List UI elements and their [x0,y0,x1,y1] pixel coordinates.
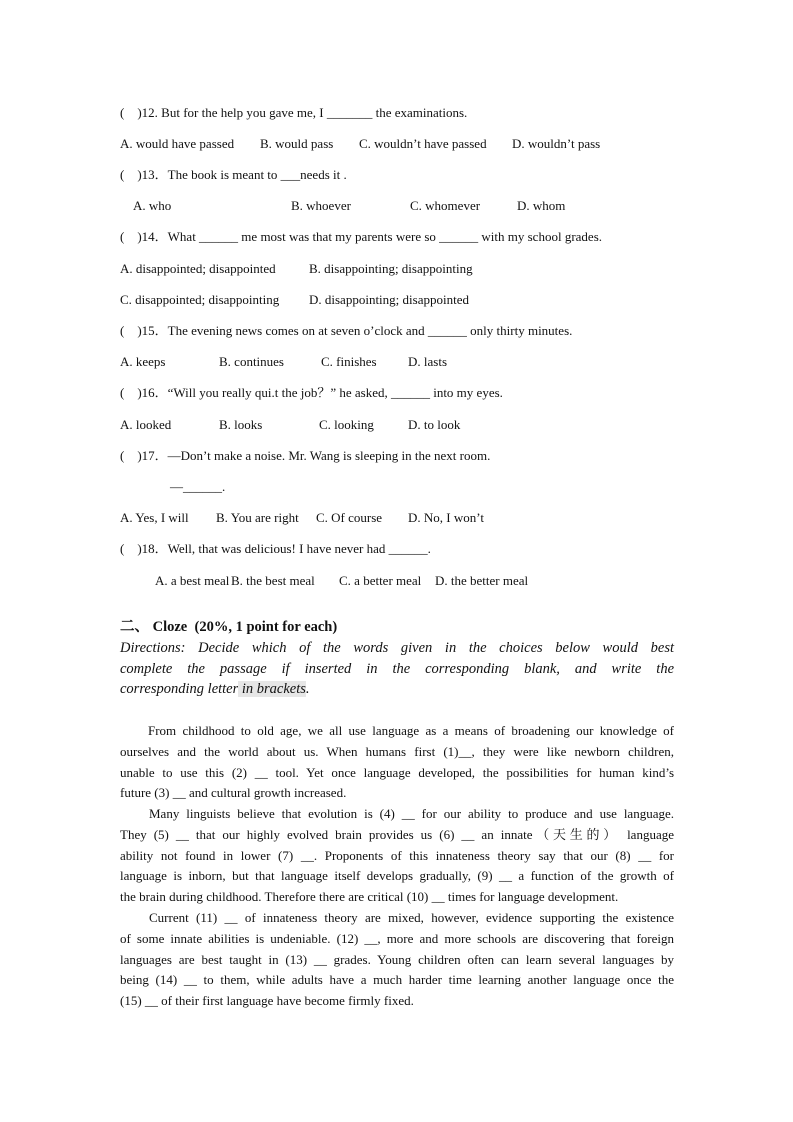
q13-option-d: D. whom [517,198,566,213]
q14-option-b: B. disappointing; disappointing [309,261,473,276]
directions-end: . [305,681,310,697]
passage-line: future (3) __ and cultural growth increased. [120,785,347,801]
passage-line: languages are best taught in (13) __ grades. Young children often can learn several languages by [120,951,674,967]
q17-option-a: A. Yes, I will [120,510,189,525]
q17-option-b: B. You are right [216,510,299,525]
q18-option-c: C. a better meal [339,573,422,588]
passage-line: Many linguists believe that evolution is (4) __ for our ability to produce and use language. [149,806,674,821]
passage-line: ourselves and the world about us. When humans first (1)__, they were like newborn children, [120,743,674,759]
passage-line: of some innate abilities is undeniable. (12) __, more and more schools are discovering that foreign [120,930,674,946]
passage-line: ability not found in lower (7) __. Proponents of this innateness theory say that our (8) __ for [120,847,674,863]
directions-line-1: Directions: Decide which of the words given in the choices below would best [120,640,674,656]
q16-option-a: A. looked [120,417,172,432]
passage-line: the brain during childhood. Therefore there are critical (10) __ times for language development. [120,889,619,905]
passage-line: unable to use this (2) __ tool. Yet once language developed, the possibilities for human kind’s [120,764,674,780]
q13-option-b: B. whoever [291,198,351,213]
passage-paragraph-2 [120,804,674,908]
q16-option-b: B. looks [219,417,263,432]
passage-line: From childhood to old age, we all use language as a means of broadening our knowledge of [148,723,674,738]
q13-option-c: C. whomever [410,198,481,213]
q12-option-c: C. wouldn’t have passed [359,136,487,151]
q14-option-d: D. disappointing; disappointed [309,292,469,307]
q16-option-c: C. looking [319,417,374,432]
passage-line: Current (11) __ of innateness theory are mixed, however, evidence supporting the existence [149,910,674,925]
q18-option-b: B. the best meal [231,573,315,588]
q12-option-a: A. would have passed [120,136,235,151]
q18-option-d: D. the better meal [435,573,529,588]
q13-option-a: A. who [133,198,172,213]
q15-option-d: D. lasts [408,354,447,369]
question-17-stem: ( )17．—Don’t make a noise. Mr. Wang is sleeping in the next room. [120,448,491,463]
directions-line-3-text: corresponding letter [120,681,239,697]
question-14-stem: ( )14．What ______ me most was that my parents were so ______ with my school grades. [120,229,602,244]
question-18-stem: ( )18．Well, that was delicious! I have never had ______. [120,541,431,556]
q16-option-d: D. to look [408,417,461,432]
q14-option-c: C. disappointed; disappointing [120,292,280,307]
q15-option-c: C. finishes [321,354,377,369]
question-15-stem: ( )15．The evening news comes on at seven o’clock and ______ only thirty minutes. [120,323,573,338]
q12-option-d: D. wouldn’t pass [512,136,601,151]
directions-line-2: complete the passage if inserted in the corresponding blank, and write the [120,661,674,677]
q17-option-c: C. Of course [316,510,383,525]
q17-reply-blank: —______. [170,479,226,494]
passage-line: They (5) __ that our highly evolved brain provides us (6) __ an innate（天生的） language [120,826,674,842]
passage-paragraph-1 [120,721,674,804]
directions-line-3 [120,679,674,700]
question-13-stem: ( )13．The book is meant to ___needs it . [120,167,347,182]
question-16-stem: ( )16．“Will you really qui.t the job？” he asked, ______ into my eyes. [120,385,503,400]
section-heading: 二、 Cloze (20%, 1 point for each) [120,619,338,635]
q17-option-d: D. No, I won’t [408,510,484,525]
q12-option-b: B. would pass [260,136,334,151]
directions-highlight: in brackets [238,681,306,697]
passage-line: being (14) __ to them, while adults have a much harder time learning another language once the [120,972,674,988]
q15-option-b: B. continues [219,354,284,369]
passage-line: language is inborn, but that language itself develops gradually, (9) __ a function of the growth of [120,868,674,884]
passage-line: (15) __ of their first language have become firmly fixed. [120,993,414,1009]
q14-option-a: A. disappointed; disappointed [120,261,276,276]
passage-paragraph-3 [120,908,674,1012]
question-12-stem: ( )12. But for the help you gave me, I _______ the examinations. [120,105,468,120]
q18-option-a: A. a best meal [155,573,230,588]
q15-option-a: A. keeps [120,354,166,369]
